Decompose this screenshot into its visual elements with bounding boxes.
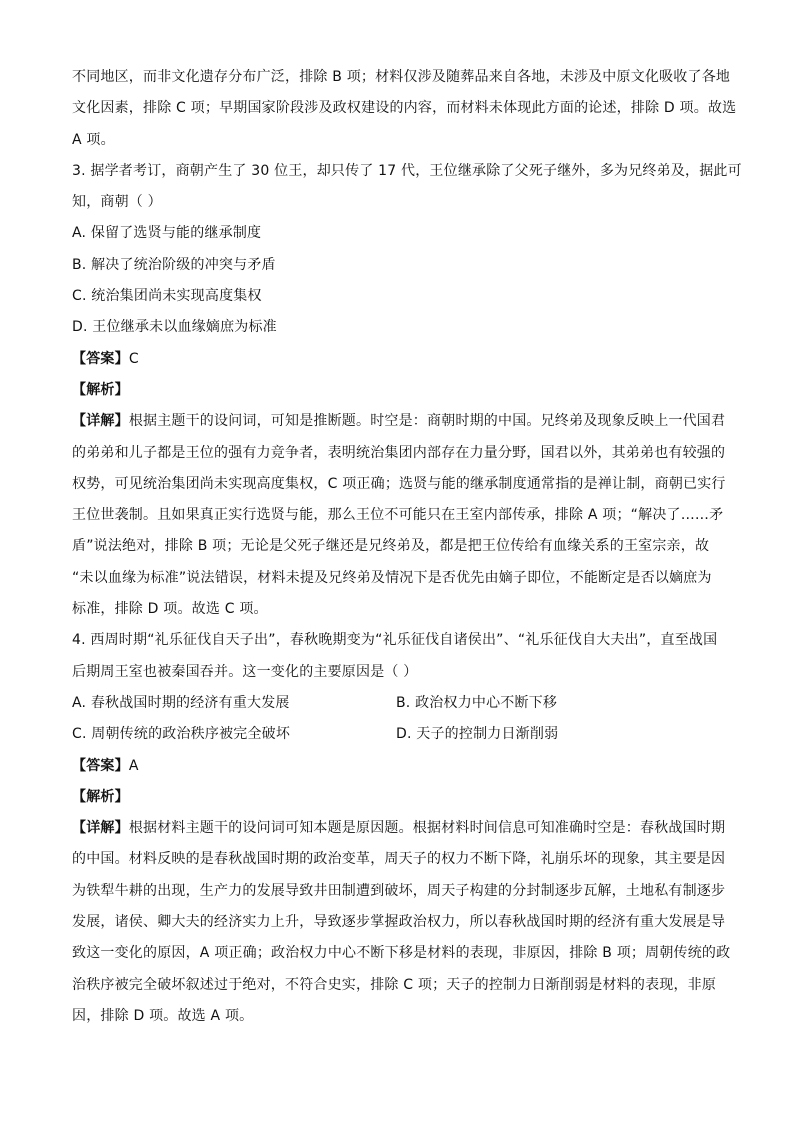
question-3-detail: 标准，排除 D 项。故选 C 项。: [72, 601, 268, 618]
analysis-label: 【解析】: [72, 381, 129, 398]
question-3-analysis-label: [72, 375, 724, 406]
question-4-detail: 的中国。材料反映的是春秋战国时期的政治变革，周天子的权力不断下降，礼崩乐坏的现象，其主要是因: [72, 851, 726, 868]
question-4-stem: 后期周王室也被秦国吞并。这一变化的主要原因是（ ）: [72, 663, 418, 680]
question-4-detail: 因，排除 D 项。故选 A 项。: [72, 1007, 254, 1024]
question-3-stem: 3. 据学者考订，商朝产生了 30 位王，却只传了 17 代，王位继承除了父死子继外，多为兄终弟及，据此可: [72, 162, 742, 179]
detail-label: 【详解】: [72, 413, 129, 430]
text-line: A 项。: [72, 131, 115, 148]
question-4-detail: [72, 813, 724, 844]
question-4-option-a: A. 春秋战国时期的经济有重大发展: [72, 694, 290, 711]
question-3-detail: 权势，可见统治集团尚未实现高度集权，C 项正确；选贤与能的继承制度通常指的是禅让制，商朝已实行: [72, 475, 726, 492]
answer-label: 【答案】: [72, 757, 129, 774]
question-4-detail: 致这一变化的原因，A 项正确；政治权力中心不断下移是材料的表现，非原因，排除 B 项；周朝传统的政: [72, 945, 731, 962]
detail-text: 根据主题干的设问词，可知是推断题。时空是：商朝时期的中国。兄终弟及现象反映上一代国君: [128, 413, 726, 430]
question-4-option-c: C. 周朝传统的政治秩序被完全破坏: [72, 726, 291, 743]
detail-label: 【详解】: [72, 820, 129, 837]
detail-text: 根据材料主题干的设问词可知本题是原因题。根据材料时间信息可知准确时空是：春秋战国时期: [128, 820, 726, 837]
question-4-option-b: B. 政治权力中心不断下移: [396, 694, 558, 711]
text-line: 文化因素，排除 C 项；早期国家阶段涉及政权建设的内容，而材料未体现此方面的论述，排除 D 项。故选: [72, 100, 737, 117]
question-3-detail: 的弟弟和儿子都是王位的强有力竞争者，表明统治集团内部存在力量分野，国君以外，其弟弟也有较强的: [72, 444, 726, 461]
question-3-detail: 王位世袭制。且如果真正实行选贤与能，那么王位不可能只在王室内部传承，排除 A 项；“解决了……矛: [72, 507, 724, 524]
question-4-answer: [72, 751, 724, 782]
analysis-label: 【解析】: [72, 788, 129, 805]
question-3-detail: “未以血缘为标准”说法错误，材料未提及兄终弟及情况下是否优先由嫡子即位，不能断定是否以嫡庶为: [72, 569, 712, 586]
question-3-answer: [72, 344, 724, 375]
question-4-options-row: [72, 719, 724, 750]
answer-value: C: [128, 350, 139, 367]
question-4-option-d: D. 天子的控制力日渐削弱: [396, 726, 559, 743]
question-4-stem: 4. 西周时期“礼乐征伐自天子出”，春秋晚期变为“礼乐征伐自诸侯出”、“礼乐征伐自大夫出”，直至战国: [72, 632, 718, 649]
answer-label: 【答案】: [72, 350, 129, 367]
text-line: 不同地区，而非文化遗存分布广泛，排除 B 项；材料仅涉及随葬品来自各地，未涉及中原文化吸收了各地: [72, 69, 731, 85]
question-3-option-c: C. 统治集团尚未实现高度集权: [72, 288, 262, 305]
question-3-option-a: A. 保留了选贤与能的继承制度: [72, 225, 262, 242]
question-3-detail: 盾”说法绝对，排除 B 项；无论是父死子继还是兄终弟及，都是把王位传给有血缘关系的王室宗亲，故: [72, 538, 710, 555]
question-4-detail: 发展，诸侯、卿大夫的经济实力上升，导致逐步掌握政治权力，所以春秋战国时期的经济有重大发展是导: [72, 914, 726, 931]
question-3-stem: 知，商朝（ ）: [72, 194, 162, 211]
question-3-option-d: D. 王位继承未以血缘嫡庶为标准: [72, 319, 277, 336]
question-3-detail: [72, 406, 724, 437]
answer-value: A: [128, 757, 139, 774]
question-4-options-row: [72, 688, 724, 719]
question-4-detail: 为铁犁牛耕的出现，生产力的发展导致井田制遭到破坏，周天子构建的分封制逐步瓦解，土地私有制逐步: [72, 882, 726, 899]
question-4-detail: 治秩序被完全破坏叙述过于绝对，不符合史实，排除 C 项；天子的控制力日渐削弱是材料的表现，非原: [72, 976, 717, 993]
question-3-option-b: B. 解决了统治阶级的冲突与矛盾: [72, 256, 276, 273]
question-4-analysis-label: [72, 782, 724, 813]
document-page: [72, 62, 742, 1032]
